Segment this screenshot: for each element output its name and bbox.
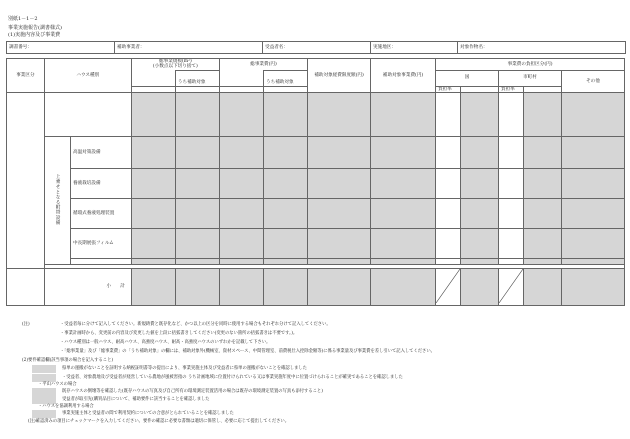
note-3: ・ハウス種別は一般ハウス、耐高ハウス、高強度ハウス、耐高・高強度ハウスのいずれかを記載して下さい。	[60, 340, 271, 345]
header-cost-subsidy: うち補助対象	[264, 70, 308, 86]
header-house-type: ハウス種別	[44, 59, 131, 93]
diagonal-cell	[499, 268, 524, 305]
note-1: ・受益者毎に分けて記入してください。新規鋳費と既存化など、かつ以上の区分を同時に使用する場合もそれぞれ分けて記入してください。	[60, 322, 331, 327]
header-country: 国	[436, 70, 499, 86]
area-field: 実施地区：	[371, 42, 458, 54]
requirement-2: ・受益者、対象農地及び受益者が経営している農地が風被害指の うち計画地域に位置付けられている又は事業実施年度中に位置づけられることが確実であることを確認しました	[62, 375, 403, 380]
diagonal-cell	[436, 268, 461, 305]
header-cost: 総事業費(円)	[219, 59, 307, 71]
header-burden: 事業費の負担区分(円)	[436, 59, 625, 71]
requirement-6: ・ハウスを協調利用する場合	[38, 404, 94, 409]
section-title-1: (1)実施内容及び事業費	[8, 32, 61, 38]
checkbox-3[interactable]	[32, 388, 56, 396]
checkbox-5[interactable]	[32, 410, 56, 418]
header-municipality: 市町村	[499, 70, 562, 86]
table-row	[7, 198, 625, 228]
diagonal-slash-icon	[499, 269, 523, 303]
document-title: 事業実施報告(調書様式)	[8, 25, 62, 31]
section-title-2: (2)要件確認欄(該当事項の場合を記入すること)	[22, 358, 114, 363]
header-area-subsidy: うち補助対象	[175, 70, 219, 86]
checkbox-4[interactable]	[32, 396, 56, 404]
equipment-recycle: 循環式養液処理装置	[70, 198, 131, 228]
header-rate-country: 負担率	[436, 86, 461, 92]
requirement-4: 既存ハウスの倒壊等を確認した(既存ハウスの写真及び自己所有の環境測定装置活用の場合は既存の環境測定装置の写真も添付すること)	[62, 389, 323, 394]
header-subsidy-cost: 補助対象事業費(円)	[371, 59, 436, 93]
table-row	[7, 92, 625, 136]
header-project-type: 事業区分	[7, 59, 45, 93]
equipment-hydroponic: 養液栽培設備	[70, 168, 131, 198]
info-row	[6, 41, 626, 54]
requirement-5: 受益者が取引先(購買品目について、補助要件に該当することを確認しました	[62, 397, 210, 402]
header-other: その他	[561, 70, 624, 92]
requirement-7: 事業実施主体と受益者の間で利用契約についての合意がとられていることを確認しました	[62, 411, 234, 416]
survey-number-field: 調書番号：	[7, 42, 115, 54]
notes-marker: (注)	[22, 322, 30, 327]
category-cell	[44, 136, 70, 264]
header-rate-municipality: 負担率	[499, 86, 524, 92]
header-subsidy-limit: 補助対象経費限度額(円)	[308, 59, 371, 93]
checkbox-1[interactable]	[32, 365, 56, 373]
main-table	[6, 58, 625, 306]
requirement-1: 県単の運搬がないことを証明する納税証明書等の提出により、事業実施主体及び受益者に県単の運搬がないことを確認しました	[62, 366, 307, 371]
table-row	[7, 228, 625, 258]
note-2: ・事業計画時から、変更前の内容及び変更した値を上段に括弧書きしてください(変更のない箇所の括弧書きは不要です。)。	[60, 331, 298, 336]
crop-field: 対象作物名：	[458, 42, 626, 54]
recipient-field: 受益者名：	[263, 42, 371, 54]
table-row	[7, 136, 625, 168]
requirement-note: (注)確認済みの項目にチェックマークを入力してください。要件の確認に必要な書類は適切に保管し、必要に応じて提出してください。	[28, 419, 290, 424]
subsidy-org-field: 補助事業者：	[115, 42, 263, 54]
subtotal-label: 小 計	[44, 268, 131, 305]
category-label: 上乗せとなる附帯設備	[55, 173, 61, 225]
note-4: ・「総事業量」及び「総事業費」の「うち補助対象」の欄には、補助対象外(機械室、資材スペース、中間管理室、前費税仕入控除金額等)に係る事業量及び事業費を差し引いて記入してください。	[60, 349, 435, 354]
requirement-3: ・平山ハウスの場合	[38, 382, 77, 387]
checkbox-2[interactable]	[32, 374, 56, 382]
form-number: 別紙1－1－2	[8, 16, 38, 22]
header-area: 総事業規模(m²) (小数点以下切り捨て)	[131, 59, 219, 71]
subtotal-row	[7, 268, 625, 305]
equipment-heat: 高温対策設備	[70, 136, 131, 168]
table-row	[7, 168, 625, 198]
equipment-film: 中長期展張フィルム	[70, 228, 131, 258]
diagonal-slash-icon	[436, 269, 460, 303]
